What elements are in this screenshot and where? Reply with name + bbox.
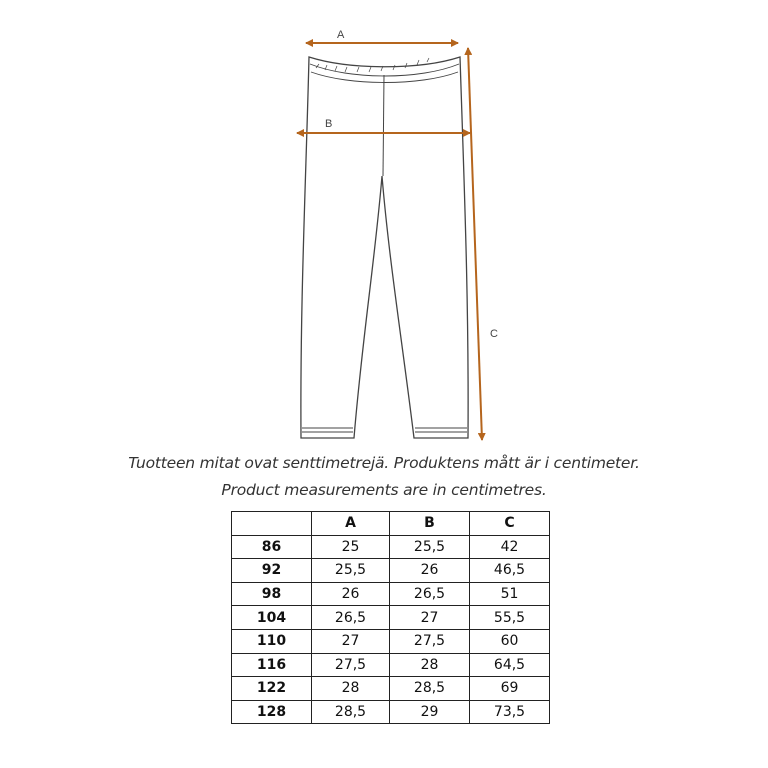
table-row: [232, 559, 550, 583]
table-header-cell: C: [470, 512, 550, 536]
table-header-cell: B: [390, 512, 470, 536]
size-label-cell: 128: [232, 700, 312, 724]
table-header-cell: [232, 512, 312, 536]
size-label-cell: 116: [232, 653, 312, 677]
measure-c-label: C: [490, 328, 498, 340]
table-cell: 28: [312, 677, 390, 701]
table-cell: 42: [470, 535, 550, 559]
table-row: [232, 677, 550, 701]
table-row: [232, 629, 550, 653]
size-label-cell: 92: [232, 559, 312, 583]
size-label-cell: 86: [232, 535, 312, 559]
table-row: [232, 535, 550, 559]
size-label-cell: 98: [232, 582, 312, 606]
size-label-cell: 104: [232, 606, 312, 630]
table-cell: 27: [312, 629, 390, 653]
size-label-cell: 122: [232, 677, 312, 701]
table-row: [232, 582, 550, 606]
table-cell: 26: [390, 559, 470, 583]
table-cell: 46,5: [470, 559, 550, 583]
table-row: [232, 606, 550, 630]
size-table: [231, 511, 550, 724]
table-cell: 26,5: [390, 582, 470, 606]
table-cell: 26: [312, 582, 390, 606]
table-header-row: [232, 512, 550, 536]
table-cell: 28: [390, 653, 470, 677]
table-cell: 25: [312, 535, 390, 559]
table-cell: 55,5: [470, 606, 550, 630]
table-row: [232, 700, 550, 724]
table-cell: 73,5: [470, 700, 550, 724]
table-cell: 27,5: [390, 629, 470, 653]
table-cell: 51: [470, 582, 550, 606]
table-cell: 27,5: [312, 653, 390, 677]
table-cell: 26,5: [312, 606, 390, 630]
table-cell: 69: [470, 677, 550, 701]
caption-line-1: Tuotteen mitat ovat senttimetrejä. Produktens mått är i centimeter.: [128, 454, 640, 472]
leggings-outline: [301, 57, 468, 438]
table-cell: 25,5: [390, 535, 470, 559]
table-cell: 28,5: [312, 700, 390, 724]
measure-a-label: A: [337, 29, 345, 41]
size-label-cell: 110: [232, 629, 312, 653]
caption-line-2: Product measurements are in centimetres.: [221, 481, 547, 499]
table-cell: 64,5: [470, 653, 550, 677]
table-cell: 28,5: [390, 677, 470, 701]
table-row: [232, 653, 550, 677]
table-cell: 27: [390, 606, 470, 630]
measure-b-label: B: [325, 118, 333, 130]
table-cell: 60: [470, 629, 550, 653]
table-header-cell: A: [312, 512, 390, 536]
measure-c-arrow: [468, 48, 482, 440]
table-cell: 29: [390, 700, 470, 724]
table-cell: 25,5: [312, 559, 390, 583]
